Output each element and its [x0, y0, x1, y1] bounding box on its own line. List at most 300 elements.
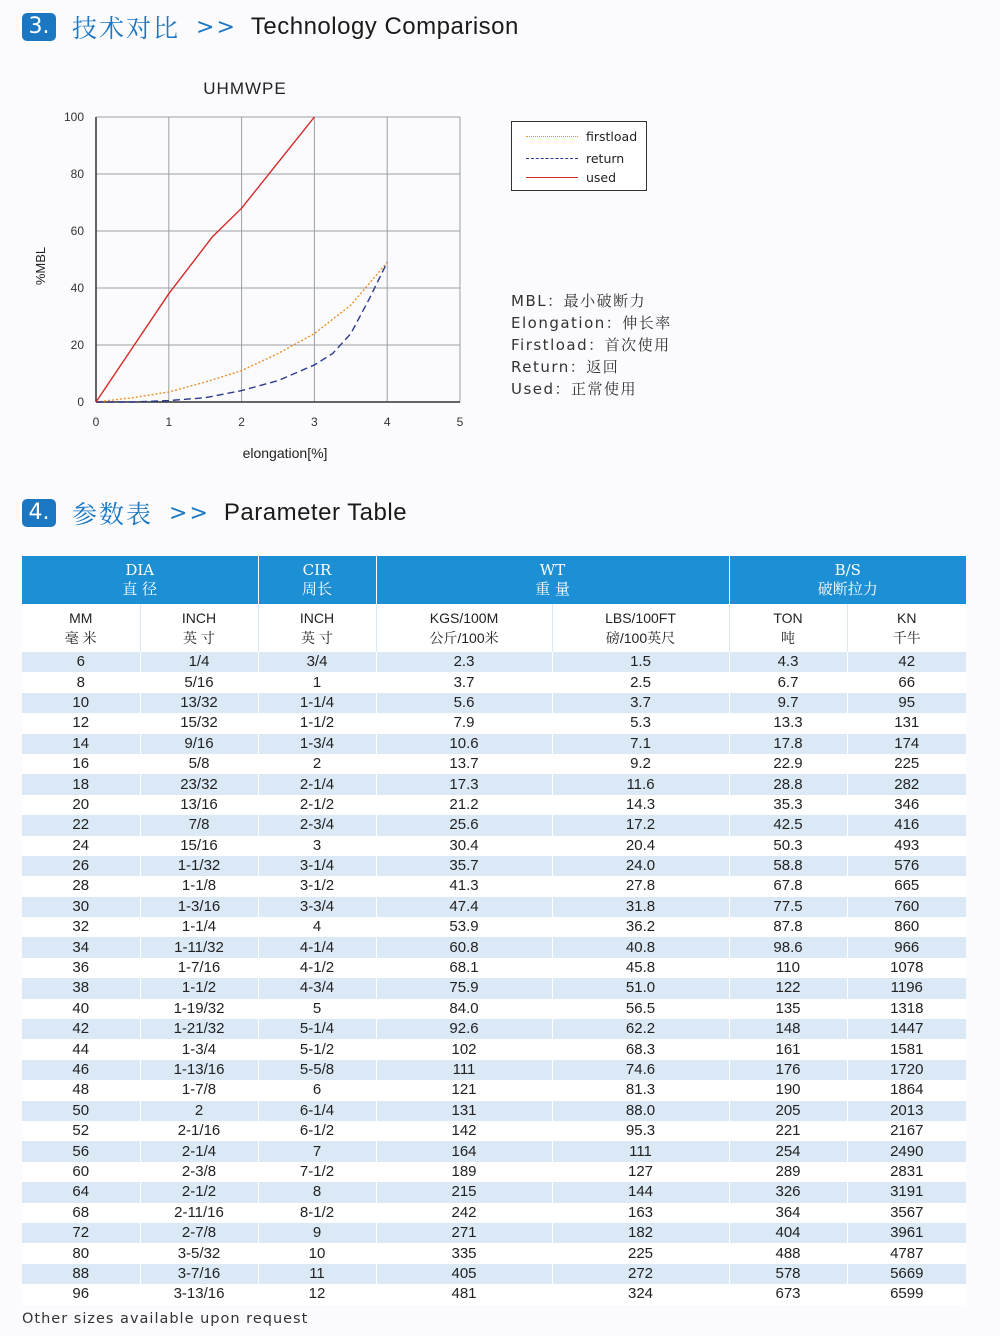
table-cell: 14: [22, 734, 140, 754]
table-cell: 364: [729, 1203, 847, 1223]
table-cell: 7.1: [552, 734, 729, 754]
chart-legend: [511, 121, 647, 191]
table-cell: 66: [847, 672, 966, 692]
table-cell: 30.4: [376, 836, 552, 856]
table-cell: 161: [729, 1039, 847, 1059]
table-cell: 9/16: [140, 734, 258, 754]
table-row: [22, 1060, 966, 1080]
group-header-dia: DIA 直 径: [22, 556, 258, 604]
table-cell: 46: [22, 1060, 140, 1080]
table-cell: 1581: [847, 1039, 966, 1059]
table-row: [22, 958, 966, 978]
table-cell: 1-1/4: [258, 693, 376, 713]
table-cell: 135: [729, 999, 847, 1019]
table-cell: 122: [729, 978, 847, 998]
table-cell: 3-5/32: [140, 1243, 258, 1263]
table-cell: 2831: [847, 1162, 966, 1182]
table-cell: 11.6: [552, 774, 729, 794]
table-cell: 215: [376, 1182, 552, 1202]
table-cell: 1447: [847, 1019, 966, 1039]
table-cell: 1-7/8: [140, 1080, 258, 1100]
table-cell: 88: [22, 1264, 140, 1284]
section-4-arrow: >>: [169, 500, 210, 526]
table-cell: 7.9: [376, 713, 552, 733]
table-row: [22, 1141, 966, 1161]
chart-notes: [511, 290, 672, 400]
table-cell: 225: [552, 1243, 729, 1263]
table-cell: 2-1/2: [258, 795, 376, 815]
table-row: [22, 1101, 966, 1121]
table-cell: 2-1/4: [140, 1141, 258, 1161]
table-cell: 95.3: [552, 1121, 729, 1141]
table-cell: 1-19/32: [140, 999, 258, 1019]
table-cell: 3191: [847, 1182, 966, 1202]
table-cell: 50.3: [729, 836, 847, 856]
table-cell: 38: [22, 978, 140, 998]
table-cell: 7/8: [140, 815, 258, 835]
table-cell: 182: [552, 1223, 729, 1243]
table-cell: 1078: [847, 958, 966, 978]
table-cell: 405: [376, 1264, 552, 1284]
table-cell: 23/32: [140, 774, 258, 794]
uhmwpe-chart: [0, 60, 500, 480]
table-body: [22, 652, 966, 1305]
table-cell: 1-1/8: [140, 876, 258, 896]
table-cell: 32: [22, 917, 140, 937]
table-row: [22, 1223, 966, 1243]
table-cell: 1/4: [140, 652, 258, 672]
group-header-cir: CIR 周长: [258, 556, 376, 604]
table-cell: 1-13/16: [140, 1060, 258, 1080]
series-line-used: [96, 117, 314, 402]
table-cell: 1-1/32: [140, 856, 258, 876]
table-cell: 5-5/8: [258, 1060, 376, 1080]
y-tick-label: 0: [77, 395, 84, 409]
sub-header-lbs: LBS/100FT 磅/100英尺: [552, 604, 729, 652]
table-cell: 4-1/2: [258, 958, 376, 978]
table-cell: 1318: [847, 999, 966, 1019]
table-cell: 17.2: [552, 815, 729, 835]
table-cell: 2-1/16: [140, 1121, 258, 1141]
table-cell: 5.6: [376, 693, 552, 713]
table-cell: 10: [258, 1243, 376, 1263]
table-cell: 88.0: [552, 1101, 729, 1121]
table-cell: 15/32: [140, 713, 258, 733]
table-cell: 966: [847, 937, 966, 957]
table-row: [22, 897, 966, 917]
table-cell: 58.8: [729, 856, 847, 876]
table-cell: 665: [847, 876, 966, 896]
table-cell: 324: [552, 1284, 729, 1304]
table-cell: 20.4: [552, 836, 729, 856]
table-cell: 62.2: [552, 1019, 729, 1039]
table-cell: 67.8: [729, 876, 847, 896]
table-row: [22, 1284, 966, 1304]
table-cell: 36: [22, 958, 140, 978]
section-3-number: 3.: [22, 13, 56, 41]
table-cell: 174: [847, 734, 966, 754]
table-cell: 142: [376, 1121, 552, 1141]
table-cell: 9.2: [552, 754, 729, 774]
group-header-wt: WT 重 量: [376, 556, 729, 604]
table-cell: 2.3: [376, 652, 552, 672]
table-row: [22, 815, 966, 835]
table-cell: 3-1/4: [258, 856, 376, 876]
table-row: [22, 1080, 966, 1100]
table-row: [22, 1162, 966, 1182]
table-cell: 127: [552, 1162, 729, 1182]
table-cell: 87.8: [729, 917, 847, 937]
table-cell: 176: [729, 1060, 847, 1080]
table-cell: 56.5: [552, 999, 729, 1019]
table-cell: 1-11/32: [140, 937, 258, 957]
table-cell: 164: [376, 1141, 552, 1161]
table-cell: 81.3: [552, 1080, 729, 1100]
note-used: Used：正常使用: [511, 380, 638, 398]
table-row: [22, 836, 966, 856]
table-cell: 335: [376, 1243, 552, 1263]
table-cell: 24: [22, 836, 140, 856]
table-cell: 481: [376, 1284, 552, 1304]
table-cell: 5-1/4: [258, 1019, 376, 1039]
sub-header-kn: KN 千牛: [847, 604, 966, 652]
table-cell: 760: [847, 897, 966, 917]
table-row: [22, 856, 966, 876]
table-cell: 74.6: [552, 1060, 729, 1080]
table-cell: 144: [552, 1182, 729, 1202]
x-tick-label: 1: [165, 415, 173, 429]
table-cell: 3-3/4: [258, 897, 376, 917]
table-row: [22, 1182, 966, 1202]
legend-label-used: used: [586, 170, 617, 185]
table-cell: 2-3/8: [140, 1162, 258, 1182]
table-row: [22, 713, 966, 733]
table-cell: 17.8: [729, 734, 847, 754]
section-4-title-en: Parameter Table: [223, 499, 408, 526]
table-row: [22, 1243, 966, 1263]
y-tick-label: 60: [70, 224, 84, 238]
table-cell: 16: [22, 754, 140, 774]
y-axis-label: %MBL: [33, 246, 48, 286]
table-cell: 205: [729, 1101, 847, 1121]
table-cell: 5-1/2: [258, 1039, 376, 1059]
table-cell: 2-1/2: [140, 1182, 258, 1202]
table-cell: 493: [847, 836, 966, 856]
table-cell: 1-1/2: [140, 978, 258, 998]
table-cell: 25.6: [376, 815, 552, 835]
table-cell: 1.5: [552, 652, 729, 672]
table-cell: 35.7: [376, 856, 552, 876]
table-cell: 3/4: [258, 652, 376, 672]
table-cell: 34: [22, 937, 140, 957]
note-return: Return：返回: [511, 358, 620, 376]
table-cell: 3: [258, 836, 376, 856]
table-cell: 3.7: [376, 672, 552, 692]
table-cell: 20: [22, 795, 140, 815]
y-tick-label: 40: [70, 281, 84, 295]
table-cell: 4-1/4: [258, 937, 376, 957]
table-cell: 148: [729, 1019, 847, 1039]
table-cell: 225: [847, 754, 966, 774]
table-cell: 75.9: [376, 978, 552, 998]
table-cell: 56: [22, 1141, 140, 1161]
table-cell: 27.8: [552, 876, 729, 896]
table-sub-header-row: [22, 604, 966, 652]
table-cell: 326: [729, 1182, 847, 1202]
table-cell: 92.6: [376, 1019, 552, 1039]
table-cell: 10.6: [376, 734, 552, 754]
table-cell: 9.7: [729, 693, 847, 713]
table-cell: 4: [258, 917, 376, 937]
table-cell: 1-3/4: [140, 1039, 258, 1059]
table-cell: 111: [376, 1060, 552, 1080]
table-cell: 28.8: [729, 774, 847, 794]
sub-header-ton: TON 吨: [729, 604, 847, 652]
table-cell: 1-7/16: [140, 958, 258, 978]
table-cell: 3-7/16: [140, 1264, 258, 1284]
table-cell: 98.6: [729, 937, 847, 957]
table-cell: 42.5: [729, 815, 847, 835]
table-cell: 6-1/2: [258, 1121, 376, 1141]
table-cell: 102: [376, 1039, 552, 1059]
table-cell: 3-1/2: [258, 876, 376, 896]
table-cell: 8-1/2: [258, 1203, 376, 1223]
table-cell: 1-21/32: [140, 1019, 258, 1039]
table-cell: 8: [258, 1182, 376, 1202]
table-cell: 346: [847, 795, 966, 815]
table-cell: 282: [847, 774, 966, 794]
x-tick-label: 2: [238, 415, 245, 429]
table-cell: 68.1: [376, 958, 552, 978]
table-cell: 416: [847, 815, 966, 835]
table-cell: 1-1/2: [258, 713, 376, 733]
sub-header-cir-inch: INCH 英 寸: [258, 604, 376, 652]
table-row: [22, 1121, 966, 1141]
note-mbl: MBL：最小破断力: [511, 292, 647, 310]
y-tick-label: 100: [63, 110, 84, 124]
table-row: [22, 1039, 966, 1059]
table-row: [22, 978, 966, 998]
legend-swatch-used: [526, 177, 578, 178]
table-cell: 18: [22, 774, 140, 794]
table-cell: 1864: [847, 1080, 966, 1100]
table-cell: 10: [22, 693, 140, 713]
table-cell: 68.3: [552, 1039, 729, 1059]
table-row: [22, 999, 966, 1019]
table-cell: 190: [729, 1080, 847, 1100]
table-cell: 51.0: [552, 978, 729, 998]
table-cell: 576: [847, 856, 966, 876]
y-tick-label: 20: [70, 338, 84, 352]
table-row: [22, 652, 966, 672]
y-tick-label: 80: [70, 167, 84, 181]
table-row: [22, 672, 966, 692]
table-row: [22, 917, 966, 937]
note-firstload: Firstload：首次使用: [511, 336, 671, 354]
table-cell: 9: [258, 1223, 376, 1243]
table-cell: 6.7: [729, 672, 847, 692]
table-cell: 40: [22, 999, 140, 1019]
table-cell: 96: [22, 1284, 140, 1304]
table-cell: 2-1/4: [258, 774, 376, 794]
table-cell: 3.7: [552, 693, 729, 713]
table-cell: 30: [22, 897, 140, 917]
table-cell: 12: [22, 713, 140, 733]
section-3-arrow: >>: [196, 14, 237, 40]
section-4-number: 4.: [22, 499, 56, 527]
table-cell: 2: [140, 1101, 258, 1121]
table-cell: 2490: [847, 1141, 966, 1161]
table-cell: 52: [22, 1121, 140, 1141]
x-tick-label: 4: [383, 415, 391, 429]
table-cell: 1196: [847, 978, 966, 998]
sub-header-dia-inch: INCH 英 寸: [140, 604, 258, 652]
x-axis-label: elongation[%]: [242, 445, 328, 461]
table-cell: 271: [376, 1223, 552, 1243]
table-cell: 3961: [847, 1223, 966, 1243]
table-cell: 254: [729, 1141, 847, 1161]
table-cell: 6-1/4: [258, 1101, 376, 1121]
table-cell: 4.3: [729, 652, 847, 672]
table-cell: 578: [729, 1264, 847, 1284]
table-cell: 11: [258, 1264, 376, 1284]
sub-header-mm: MM 毫 米: [22, 604, 140, 652]
table-cell: 5.3: [552, 713, 729, 733]
x-tick-label: 3: [311, 415, 318, 429]
table-cell: 6: [22, 652, 140, 672]
table-cell: 31.8: [552, 897, 729, 917]
section-3-title-cn: 技术对比: [72, 14, 181, 43]
table-cell: 272: [552, 1264, 729, 1284]
table-row: [22, 1203, 966, 1223]
table-cell: 84.0: [376, 999, 552, 1019]
table-cell: 60.8: [376, 937, 552, 957]
table-cell: 77.5: [729, 897, 847, 917]
table-group-header-row: [22, 556, 966, 604]
table-cell: 488: [729, 1243, 847, 1263]
table-cell: 221: [729, 1121, 847, 1141]
chart-title: UHMWPE: [203, 79, 287, 98]
legend-swatch-firstload: [526, 136, 578, 137]
table-cell: 5/16: [140, 672, 258, 692]
note-elongation: Elongation：伸长率: [511, 314, 672, 332]
table-cell: 80: [22, 1243, 140, 1263]
table-cell: 95: [847, 693, 966, 713]
table-cell: 131: [376, 1101, 552, 1121]
table-cell: 1-3/4: [258, 734, 376, 754]
table-cell: 44: [22, 1039, 140, 1059]
table-cell: 860: [847, 917, 966, 937]
table-cell: 24.0: [552, 856, 729, 876]
table-row: [22, 774, 966, 794]
table-cell: 7-1/2: [258, 1162, 376, 1182]
table-cell: 13.3: [729, 713, 847, 733]
table-row: [22, 1019, 966, 1039]
table-cell: 53.9: [376, 917, 552, 937]
legend-label-return: return: [586, 151, 625, 166]
table-row: [22, 795, 966, 815]
table-cell: 8: [22, 672, 140, 692]
legend-label-firstload: firstload: [586, 129, 638, 144]
table-cell: 50: [22, 1101, 140, 1121]
table-cell: 22: [22, 815, 140, 835]
table-cell: 121: [376, 1080, 552, 1100]
table-cell: 13.7: [376, 754, 552, 774]
table-row: [22, 1264, 966, 1284]
table-cell: 21.2: [376, 795, 552, 815]
table-cell: 5: [258, 999, 376, 1019]
table-row: [22, 754, 966, 774]
section-4-heading: [22, 495, 407, 531]
legend-item-firstload: [526, 129, 637, 144]
section-3-heading: [22, 9, 519, 45]
table-cell: 5/8: [140, 754, 258, 774]
table-cell: 163: [552, 1203, 729, 1223]
table-cell: 2-11/16: [140, 1203, 258, 1223]
legend-swatch-return: [526, 158, 578, 159]
table-cell: 72: [22, 1223, 140, 1243]
table-cell: 2.5: [552, 672, 729, 692]
table-row: [22, 734, 966, 754]
table-row: [22, 693, 966, 713]
table-cell: 42: [847, 652, 966, 672]
group-header-bs: B/S 破断拉力: [729, 556, 966, 604]
table-cell: 42: [22, 1019, 140, 1039]
table-cell: 13/32: [140, 693, 258, 713]
table-cell: 6599: [847, 1284, 966, 1304]
table-cell: 4-3/4: [258, 978, 376, 998]
sub-header-kgs: KGS/100M 公斤/100米: [376, 604, 552, 652]
table-cell: 45.8: [552, 958, 729, 978]
table-cell: 48: [22, 1080, 140, 1100]
x-tick-label: 0: [92, 415, 100, 429]
legend-item-used: [526, 170, 616, 185]
table-cell: 111: [552, 1141, 729, 1161]
table-cell: 404: [729, 1223, 847, 1243]
table-cell: 1: [258, 672, 376, 692]
legend-item-return: [526, 151, 624, 166]
table-cell: 40.8: [552, 937, 729, 957]
table-cell: 35.3: [729, 795, 847, 815]
table-cell: 2-3/4: [258, 815, 376, 835]
table-cell: 2-7/8: [140, 1223, 258, 1243]
table-cell: 7: [258, 1141, 376, 1161]
table-cell: 36.2: [552, 917, 729, 937]
x-tick-label: 5: [456, 415, 464, 429]
footnote: Other sizes available upon request: [22, 1311, 309, 1327]
table-cell: 1720: [847, 1060, 966, 1080]
table-cell: 2167: [847, 1121, 966, 1141]
table-cell: 3567: [847, 1203, 966, 1223]
table-cell: 68: [22, 1203, 140, 1223]
table-cell: 3-13/16: [140, 1284, 258, 1304]
table-cell: 15/16: [140, 836, 258, 856]
table-cell: 41.3: [376, 876, 552, 896]
table-cell: 14.3: [552, 795, 729, 815]
table-row: [22, 876, 966, 896]
table-cell: 5669: [847, 1264, 966, 1284]
table-cell: 242: [376, 1203, 552, 1223]
table-cell: 12: [258, 1284, 376, 1304]
table-cell: 189: [376, 1162, 552, 1182]
table-cell: 289: [729, 1162, 847, 1182]
table-cell: 17.3: [376, 774, 552, 794]
table-cell: 1-3/16: [140, 897, 258, 917]
table-cell: 1-1/4: [140, 917, 258, 937]
table-cell: 2013: [847, 1101, 966, 1121]
table-cell: 4787: [847, 1243, 966, 1263]
table-cell: 110: [729, 958, 847, 978]
